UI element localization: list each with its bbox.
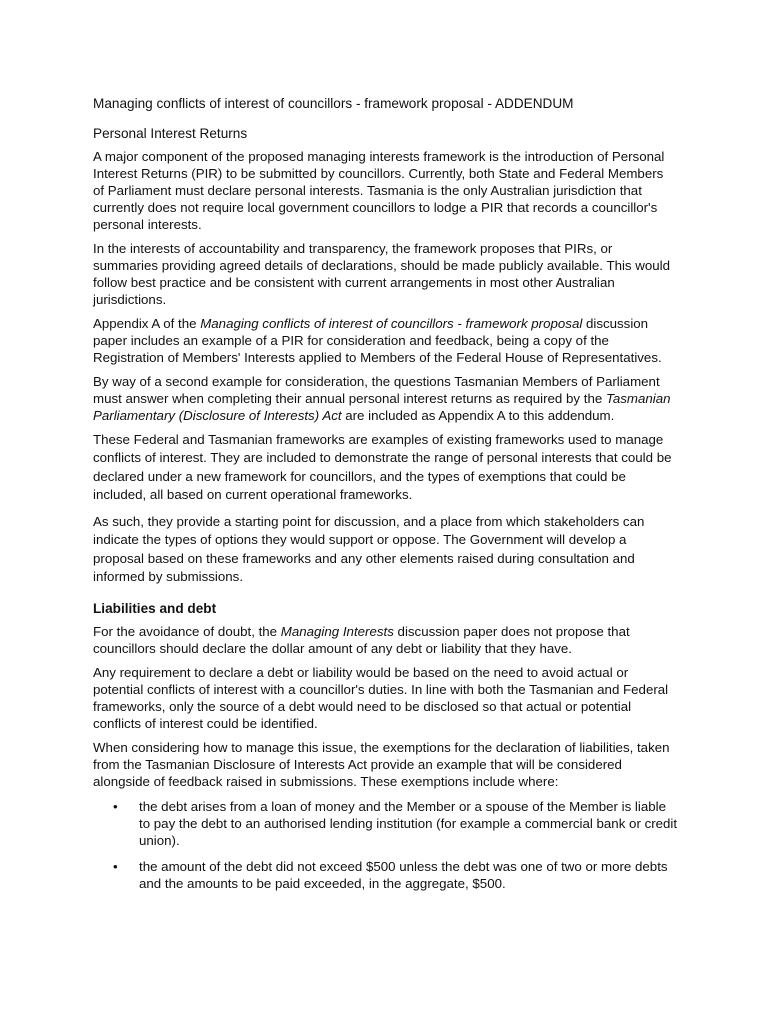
paragraph-text: By way of a second example for consideration, the questions Tasmanian Members of Parliament must answer when completing their annual personal interest returns as required by the	[93, 374, 660, 406]
paragraph: When considering how to manage this issue, the exemptions for the declaration of liabilities, taken from the Tasmanian Disclosure of Interests Act provide an example that will be considered alongside of feedback raised in submissions. These exemptions include where:	[93, 740, 670, 790]
section-heading-liabilities-and-debt: Liabilities and debt	[93, 601, 217, 617]
paragraph	[93, 373, 678, 424]
list-item-text: the amount of the debt did not exceed $500 unless the debt was one of two or more debts and the amounts to be paid exceeded, in the aggregate, $500.	[139, 859, 668, 892]
list-item	[93, 798, 678, 849]
section-heading-personal-interest-returns: Personal Interest Returns	[93, 126, 248, 141]
document-body	[93, 95, 678, 901]
paragraph	[93, 623, 678, 657]
list-item	[93, 858, 678, 892]
paragraph-text: discussion paper includes an example of a PIR for consideration and feedback, being a copy of the Registration of Members' Interests applied to Members of the Federal House of Representatives.	[93, 316, 662, 365]
paragraph: In the interests of accountability and transparency, the framework proposes that PIRs, or summaries providing agreed details of declarations, should be made publicly available. This would follow best practice and be consistent with current arrangements in most other Australian jurisdictions.	[93, 241, 671, 307]
paragraph: Any requirement to declare a debt or liability would be based on the need to avoid actual or potential conflicts of interest with a councillor's duties. In line with both the Tasmanian and Federal frameworks, only the source of a debt would need to be disclosed so that actual or potential conflicts of interest could be identified.	[93, 665, 669, 732]
paragraph: These Federal and Tasmanian frameworks are examples of existing frameworks used to manage conflicts of interest. They are included to demonstrate the range of personal interests that could be declared under a new framework for councillors, and the types of exemptions that could be included, all based on current operational frameworks.	[93, 432, 672, 502]
italic-act-title: Tasmanian Parliamentary (Disclosure of Interests) Act	[93, 391, 671, 423]
paragraph-text: are included as Appendix A to this addendum.	[341, 408, 615, 423]
bullet-icon: •	[113, 799, 118, 815]
paragraph: A major component of the proposed managing interests framework is the introduction of Personal Interest Returns (PIR) to be submitted by councillors. Currently, both State and Federal Members of Parliament must declare personal interests. Tasmania is the only Australian jurisdiction that currently does not require local government councillors to lodge a PIR that records a councillor's personal interests.	[93, 149, 665, 232]
paragraph-text: discussion paper does not propose that councillors should declare the dollar amount of any debt or liability that they have.	[93, 624, 630, 657]
exemptions-list	[93, 798, 678, 892]
paragraph: As such, they provide a starting point for discussion, and a place from which stakeholders can indicate the types of options they would support or oppose. The Government will develop a proposal based on these frameworks and any other elements raised during consultation and informed by submissions.	[93, 514, 645, 585]
list-item-text: the debt arises from a loan of money and the Member or a spouse of the Member is liable to pay the debt to an authorised lending institution (for example a commercial bank or credit union).	[139, 799, 678, 849]
paragraph-text: Appendix A of the	[93, 316, 201, 331]
paragraph-text: For the avoidance of doubt, the	[93, 624, 281, 640]
bullet-icon: •	[113, 859, 118, 875]
italic-paper-title: Managing Interests	[280, 624, 394, 640]
italic-document-title: Managing conflicts of interest of councillors - framework proposal	[200, 316, 583, 331]
paragraph	[93, 315, 678, 366]
document-title: Managing conflicts of interest of councillors - framework proposal - ADDENDUM	[93, 96, 574, 111]
